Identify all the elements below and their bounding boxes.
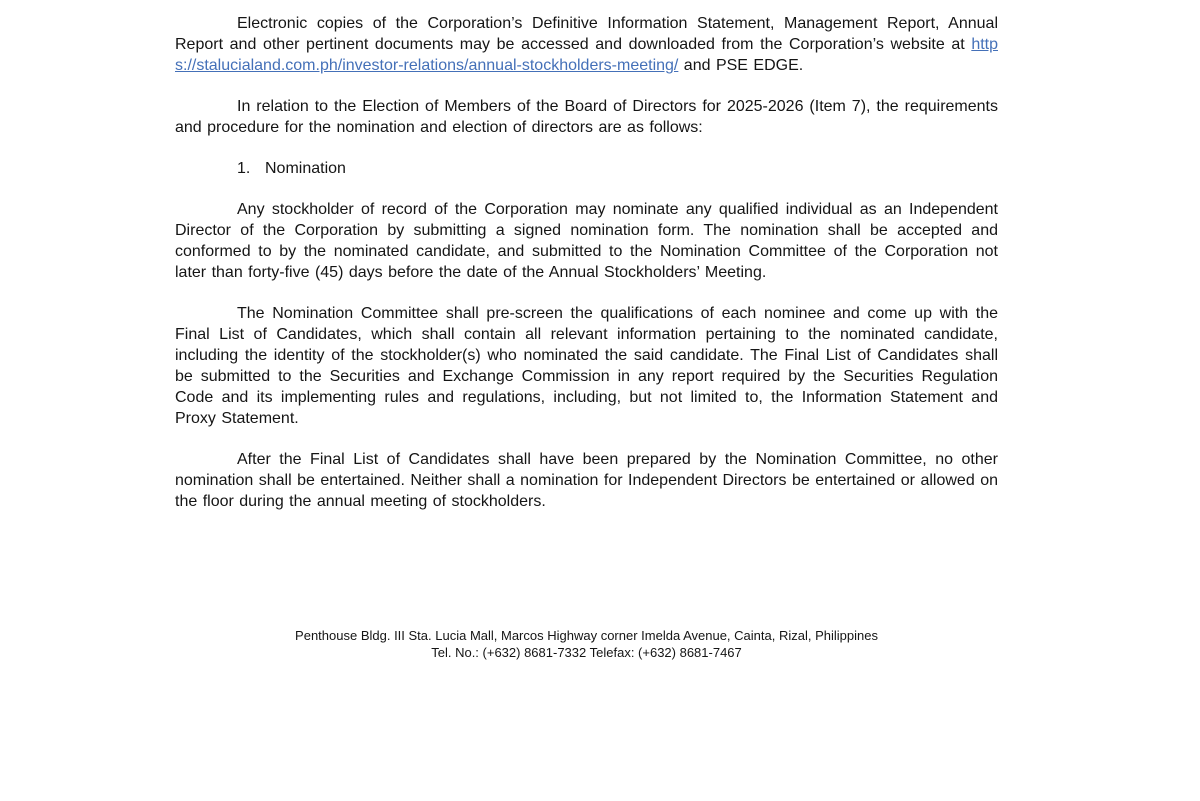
footer-contact-line: Tel. No.: (+632) 8681-7332 Telefax: (+632) 8681-7467 — [431, 645, 742, 660]
document-page — [175, 0, 998, 801]
list-item-nomination — [175, 158, 998, 179]
page-footer — [175, 627, 998, 661]
paragraph-text-before-link: Electronic copies of the Corporation’s Definitive Information Statement, Management Report, Annual Report and other pertinent documents may be accessed and downloaded from the Corporation’s website at — [175, 15, 998, 53]
paragraph-nomination-committee-prescreen: The Nomination Committee shall pre-screen the qualifications of each nominee and come up with the Final List of Candidates, which shall contain all relevant information pertaining to the nominated candidate, including the identity of the stockholder(s) who nominated the said candidate. The Final List of Candidates shall be submitted to the Securities and Exchange Commission in any report required by the Securities Regulation Code and its implementing rules and regulations, including, but not limited to, the Information Statement and Proxy Statement. — [175, 305, 998, 427]
list-item-label: Nomination — [265, 160, 346, 177]
document-body — [175, 0, 998, 512]
footer-address-line: Penthouse Bldg. III Sta. Lucia Mall, Marcos Highway corner Imelda Avenue, Cainta, Rizal, Philippines — [295, 628, 878, 643]
paragraph-stockholder-nomination: Any stockholder of record of the Corporation may nominate any qualified individual as an Independent Director of the Corporation by submitting a signed nomination form. The nomination shall be accepted and conformed to by the nominated candidate, and submitted to the Nomination Committee of the Corporation not later than forty-five (45) days before the date of the Annual Stockholders’ Meeting. — [175, 201, 998, 281]
stalucialand-investor-relations-link[interactable]: https://stalucialand.com.ph/investor-relations/annual-stockholders-meeting/ — [175, 36, 998, 74]
paragraph-election-of-members: In relation to the Election of Members of the Board of Directors for 2025-2026 (Item 7), the requirements and procedure for the nomination and election of directors are as follows: — [175, 98, 998, 136]
list-item-number: 1. — [237, 160, 251, 177]
paragraph-electronic-copies — [175, 13, 998, 76]
paragraph-text-after-link: and PSE EDGE. — [678, 57, 804, 74]
paragraph-final-list-entertained: After the Final List of Candidates shall have been prepared by the Nomination Committee, no other nomination shall be entertained. Neither shall a nomination for Independent Directors be entertained or allowed on the floor during the annual meeting of stockholders. — [175, 451, 998, 510]
